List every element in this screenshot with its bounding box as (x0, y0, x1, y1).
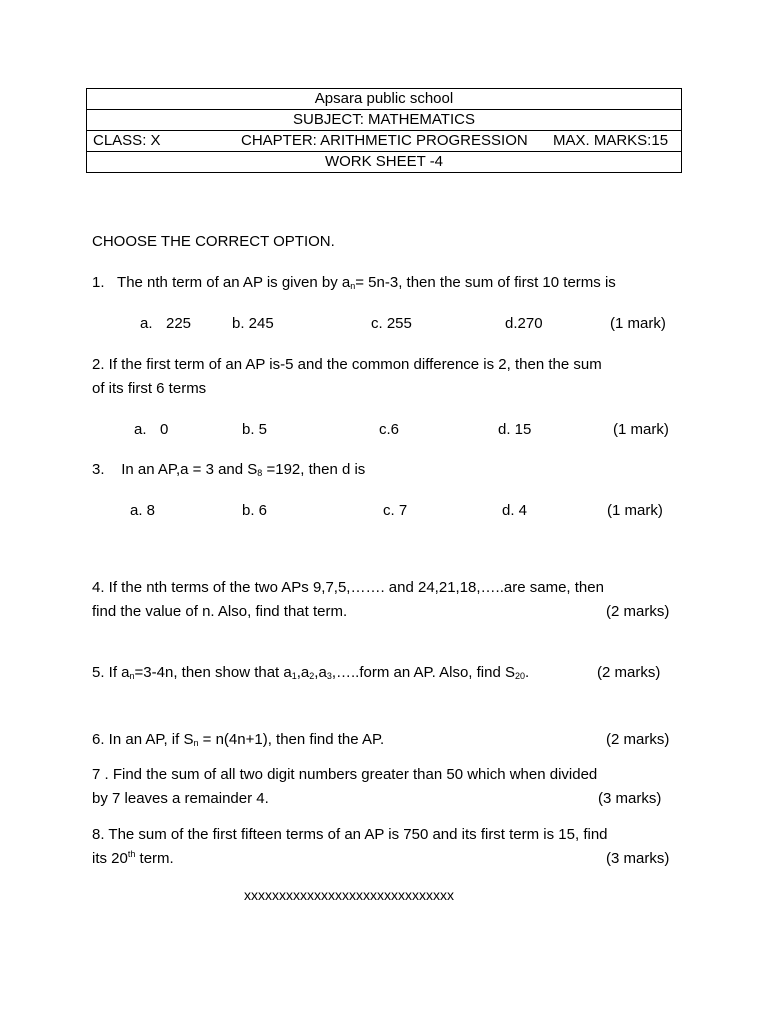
q2-marks: (1 mark) (613, 421, 669, 438)
school-name: Apsara public school (87, 89, 682, 110)
question-5: 5. If $a_n=3-4n$, then show that $a_1,a_2,a_3,\dots..form$ an AP. Also, find $S_{20}$. (92, 664, 530, 681)
q1-option-c: c. 255 (371, 315, 412, 332)
question-8-line-1: 8. The sum of the first fifteen terms of an AP is 750 and its first term is 15, find (92, 826, 608, 843)
question-1: 1. The nth term of an AP is given by $a_n= 5n-3$, then the sum of first 10 terms is (92, 274, 616, 291)
instruction: CHOOSE THE CORRECT OPTION. (92, 233, 335, 250)
q1-option-d: d.270 (505, 315, 543, 332)
question-2-line-1: 2. If the first term of an AP is-5 and the common difference is 2, then the sum (92, 356, 602, 373)
question-7-line-1: 7 . Find the sum of all two digit numbers greater than 50 which when divided (92, 766, 598, 783)
class-row (87, 131, 682, 152)
q3-option-a: a. 8 (130, 502, 156, 519)
q1-option-a-value: 225 (166, 315, 192, 332)
question-7-line-2: by 7 leaves a remainder 4. (92, 790, 269, 807)
question-2-line-2: of its first 6 terms (92, 380, 207, 397)
question-6: 6. In an AP, if $S_n = n(4n+1)$, then find the AP. (92, 731, 385, 748)
worksheet-title: WORK SHEET -4 (87, 152, 682, 173)
q1-option-b: b. 245 (232, 315, 274, 332)
q1-marks: (1 mark) (610, 315, 666, 332)
header-table (86, 88, 682, 173)
q4-marks: (2 marks) (606, 603, 670, 620)
subject: SUBJECT: MATHEMATICS (87, 110, 682, 131)
q1-option-a-label: a. (140, 315, 153, 332)
q7-marks: (3 marks) (598, 790, 662, 807)
q3-option-b: b. 6 (242, 502, 268, 519)
question-3: 3. In an AP,a = 3 and $S_8 =192$, then d is (92, 461, 366, 478)
q3-option-c: c. 7 (383, 502, 408, 519)
q2-option-a-value: 0 (160, 421, 169, 438)
q2-option-a-label: a. (134, 421, 147, 438)
q3-marks: (1 mark) (607, 502, 663, 519)
class-label: CLASS: X (93, 132, 161, 149)
question-4-line-2: find the value of n. Also, find that term. (92, 603, 348, 620)
chapter-label: CHAPTER: ARITHMETIC PROGRESSION (241, 132, 528, 149)
question-4-line-1: 4. If the nth terms of the two APs 9,7,5,……. and 24,21,18,…..are same, then (92, 579, 604, 596)
q8-marks: (3 marks) (606, 850, 670, 867)
q2-option-b: b. 5 (242, 421, 268, 438)
max-marks-label: MAX. MARKS:15 (553, 132, 669, 149)
q6-marks: (2 marks) (606, 731, 670, 748)
q3-option-d: d. 4 (502, 502, 528, 519)
footer-separator: xxxxxxxxxxxxxxxxxxxxxxxxxxxxxx (244, 887, 454, 903)
q2-option-d: d. 15 (498, 421, 532, 438)
q2-option-c: c.6 (379, 421, 400, 438)
q5-marks: (2 marks) (597, 664, 661, 681)
question-8-line-2: its 20th term. (92, 849, 174, 867)
